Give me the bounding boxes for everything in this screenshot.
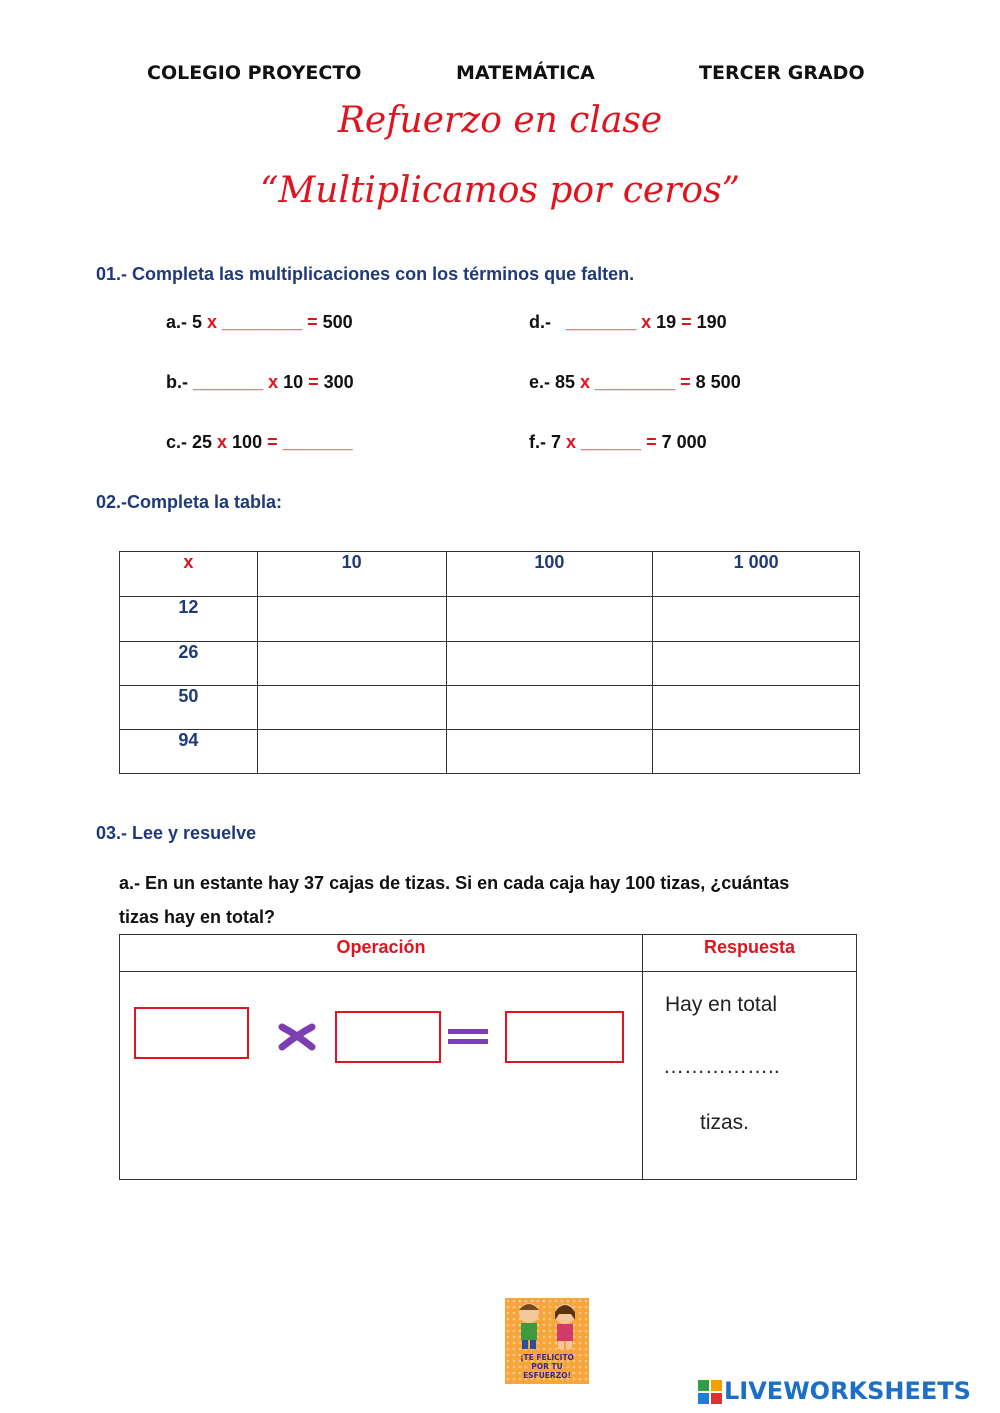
section1-heading: 01.- Completa las multiplicaciones con los términos que falten.: [96, 264, 635, 284]
section2-heading: 02.-Completa la tabla:: [96, 492, 283, 512]
table-row: [120, 686, 860, 730]
table-answer-cell[interactable]: [257, 686, 446, 730]
multiply-sign-icon: [278, 1023, 316, 1051]
problem-table: [119, 934, 857, 1180]
answer-blank-e[interactable]: ________: [590, 372, 681, 392]
answer-text-line3: tizas.: [700, 1111, 750, 1134]
answer-text-line1: Hay en total: [665, 993, 778, 1016]
table-answer-cell[interactable]: [653, 597, 860, 642]
table-answer-cell[interactable]: [653, 686, 860, 730]
problem-line-1: a.- En un estante hay 37 cajas de tizas. Si en cada caja hay 100 tizas, ¿cuántas: [119, 873, 790, 893]
sticker-text-line1: ¡TE FELICITO: [520, 1353, 574, 1362]
problem-table-col-divider: [642, 935, 643, 1179]
table-row: [120, 730, 860, 774]
table-answer-cell[interactable]: [653, 642, 860, 686]
table-row: [120, 642, 860, 686]
table-col-header: 100: [446, 552, 653, 597]
school-name: COLEGIO PROYECTO: [147, 62, 362, 84]
table-answer-cell[interactable]: [446, 730, 653, 774]
table-col-header: 1 000: [653, 552, 860, 597]
answer-blank-a[interactable]: ________: [217, 312, 308, 332]
multiplication-table: [119, 551, 860, 774]
table-answer-cell[interactable]: [653, 730, 860, 774]
answer-dots-field[interactable]: ……………..: [663, 1055, 780, 1078]
exercise-a: a.- 5 x ________ = 500: [166, 312, 353, 332]
table-answer-cell[interactable]: [446, 597, 653, 642]
table-answer-cell[interactable]: [257, 642, 446, 686]
table-row-header: 94: [120, 730, 258, 774]
kids-sticker-image: [505, 1298, 589, 1384]
factor2-input-box[interactable]: [335, 1011, 441, 1063]
exercise-c: c.- 25 x 100 = _______: [166, 432, 353, 452]
answer-blank-f[interactable]: ______: [576, 432, 647, 452]
operation-header: Operación: [336, 937, 426, 957]
answer-blank-c[interactable]: _______: [277, 432, 353, 452]
product-input-box[interactable]: [505, 1011, 624, 1063]
sticker-text-line3: ESFUERZO!: [523, 1371, 571, 1380]
answer-header: Respuesta: [703, 937, 796, 957]
equals-sign-icon: [448, 1027, 488, 1047]
subject-name: MATEMÁTICA: [456, 62, 595, 84]
page-subtitle: “Multiplicamos por ceros”: [260, 170, 740, 211]
table-row-header: 50: [120, 686, 258, 730]
liveworksheets-brand[interactable]: LIVEWORKSHEETS: [724, 1377, 971, 1405]
liveworksheets-logo-icon: [698, 1380, 722, 1404]
section3-heading: 03.- Lee y resuelve: [96, 823, 257, 843]
exercise-b: b.- _______ x 10 = 300: [166, 372, 354, 392]
exercise-d: d.- _______ x 19 = 190: [529, 312, 727, 332]
sticker-text-line2: POR TU: [531, 1362, 563, 1371]
table-answer-cell[interactable]: [446, 642, 653, 686]
table-corner-x: x: [120, 552, 258, 597]
table-row-header: 26: [120, 642, 258, 686]
table-answer-cell[interactable]: [257, 730, 446, 774]
table-answer-cell[interactable]: [446, 686, 653, 730]
table-row: [120, 597, 860, 642]
exercise-f: f.- 7 x ______ = 7 000: [529, 432, 707, 452]
grade-name: TERCER GRADO: [699, 62, 865, 84]
answer-blank-d[interactable]: _______: [561, 312, 637, 332]
page-title: Refuerzo en clase: [337, 100, 663, 141]
answer-blank-b[interactable]: _______: [193, 372, 264, 392]
factor1-input-box[interactable]: [134, 1007, 249, 1059]
table-header-row: [120, 552, 860, 597]
exercise-e: e.- 85 x ________ = 8 500: [529, 372, 741, 392]
problem-table-divider: [120, 971, 856, 972]
problem-line-2: tizas hay en total?: [119, 907, 276, 927]
table-answer-cell[interactable]: [257, 597, 446, 642]
table-col-header: 10: [257, 552, 446, 597]
table-row-header: 12: [120, 597, 258, 642]
